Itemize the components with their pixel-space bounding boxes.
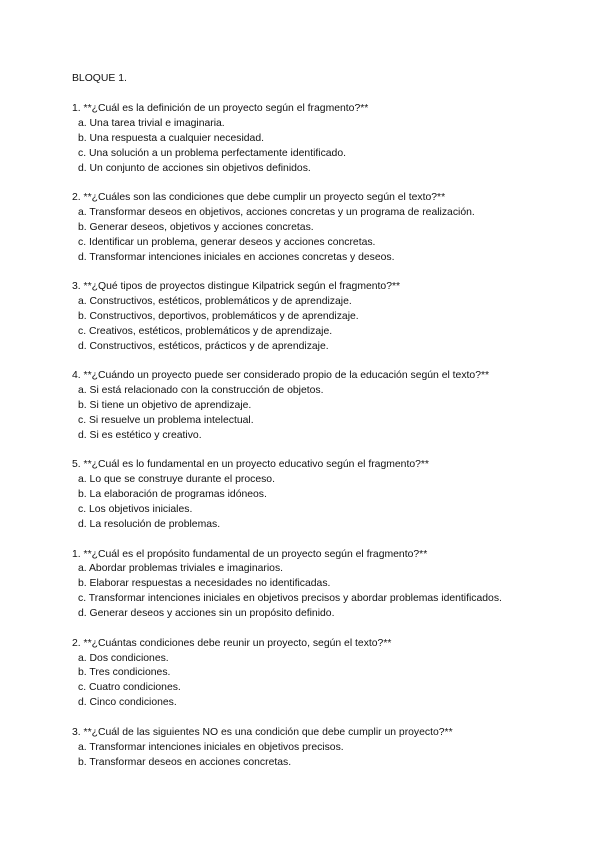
answer-option: c. Si resuelve un problema intelectual. [78,415,254,426]
answer-option: b. Tres condiciones. [78,667,171,679]
answer-option: b. Una respuesta a cualquier necesidad. [78,132,264,144]
answer-option: d. Cinco condiciones. [78,697,177,709]
answer-option: c. Una solución a un problema perfectamente identificado. [78,147,347,159]
answer-option: a. Transformar deseos en objetivos, acciones concretas y un programa de realización. [78,206,475,218]
question-text: 3. **¿Qué tipos de proyectos distingue Kilpatrick según el fragmento?** [72,281,401,293]
answer-option: c. Cuatro condiciones. [78,682,181,694]
answer-option: c. Creativos, estéticos, problemáticos y de aprendizaje. [78,325,333,337]
answer-option: c. Transformar intenciones iniciales en objetivos precisos y abordar problemas identificados. [78,593,502,605]
question-block [72,191,532,266]
question-text: 2. **¿Cuántas condiciones debe reunir un proyecto, según el texto?** [72,637,392,649]
question-block [72,458,532,533]
question-block [72,726,532,771]
answer-option: a. Dos condiciones. [78,652,169,664]
answer-option: a. Abordar problemas triviales e imaginarios. [78,563,284,575]
question-block [72,637,532,712]
answer-option: a. Si está relacionado con la construcción de objetos. [78,385,324,397]
answer-option: a. Constructivos, estéticos, problemáticos y de aprendizaje. [78,296,352,308]
question-text: 1. **¿Cuál es el propósito fundamental de un proyecto según el fragmento?** [72,548,428,560]
answer-option: b. Elaborar respuestas a necesidades no identificadas. [78,578,331,590]
answer-option: d. Un conjunto de acciones sin objetivos definidos. [78,162,311,174]
answer-option: b. Constructivos, deportivos, problemáticos y de aprendizaje. [78,310,359,322]
answer-option: a. Lo que se construye durante el proceso. [78,474,275,486]
question-text: 5. **¿Cuál es lo fundamental en un proyecto educativo según el fragmento?** [72,459,429,471]
document-title: BLOQUE 1. [72,73,127,84]
answer-option: c. Identificar un problema, generar deseos y acciones concretas. [78,236,376,248]
answer-option: d. Constructivos, estéticos, prácticos y de aprendizaje. [78,340,329,352]
question-block [72,548,532,623]
document-body [72,72,532,785]
answer-option: b. Transformar deseos en acciones concretas. [78,756,292,768]
answer-option: d. Generar deseos y acciones sin un propósito definido. [78,608,335,620]
answer-option: c. Los objetivos iniciales. [78,504,193,516]
answer-option: d. La resolución de problemas. [78,519,221,531]
answer-option-wrapped [72,592,532,607]
question-text: 4. **¿Cuándo un proyecto puede ser considerado propio de la educación según el texto?** [72,370,490,382]
question-text: 2. **¿Cuáles son las condiciones que debe cumplir un proyecto según el texto?** [72,192,446,204]
question-block [72,102,532,177]
answer-option: b. Si tiene un objetivo de aprendizaje. [78,400,252,412]
answer-option: d. Si es estético y creativo. [78,429,202,441]
question-text: 1. **¿Cuál es la definición de un proyecto según el fragmento?** [72,102,369,114]
answer-option: a. Una tarea trivial e imaginaria. [78,117,225,129]
answer-option: b. La elaboración de programas idóneos. [78,489,267,501]
question-block [72,280,532,355]
answer-option: a. Transformar intenciones iniciales en objetivos precisos. [78,741,344,753]
answer-option: d. Transformar intenciones iniciales en acciones concretas y deseos. [78,251,395,263]
question-text: 3. **¿Cuál de las siguientes NO es una condición que debe cumplir un proyecto?** [72,726,453,738]
question-block [72,369,532,444]
answer-option: b. Generar deseos, objetivos y acciones concretas. [78,221,314,233]
